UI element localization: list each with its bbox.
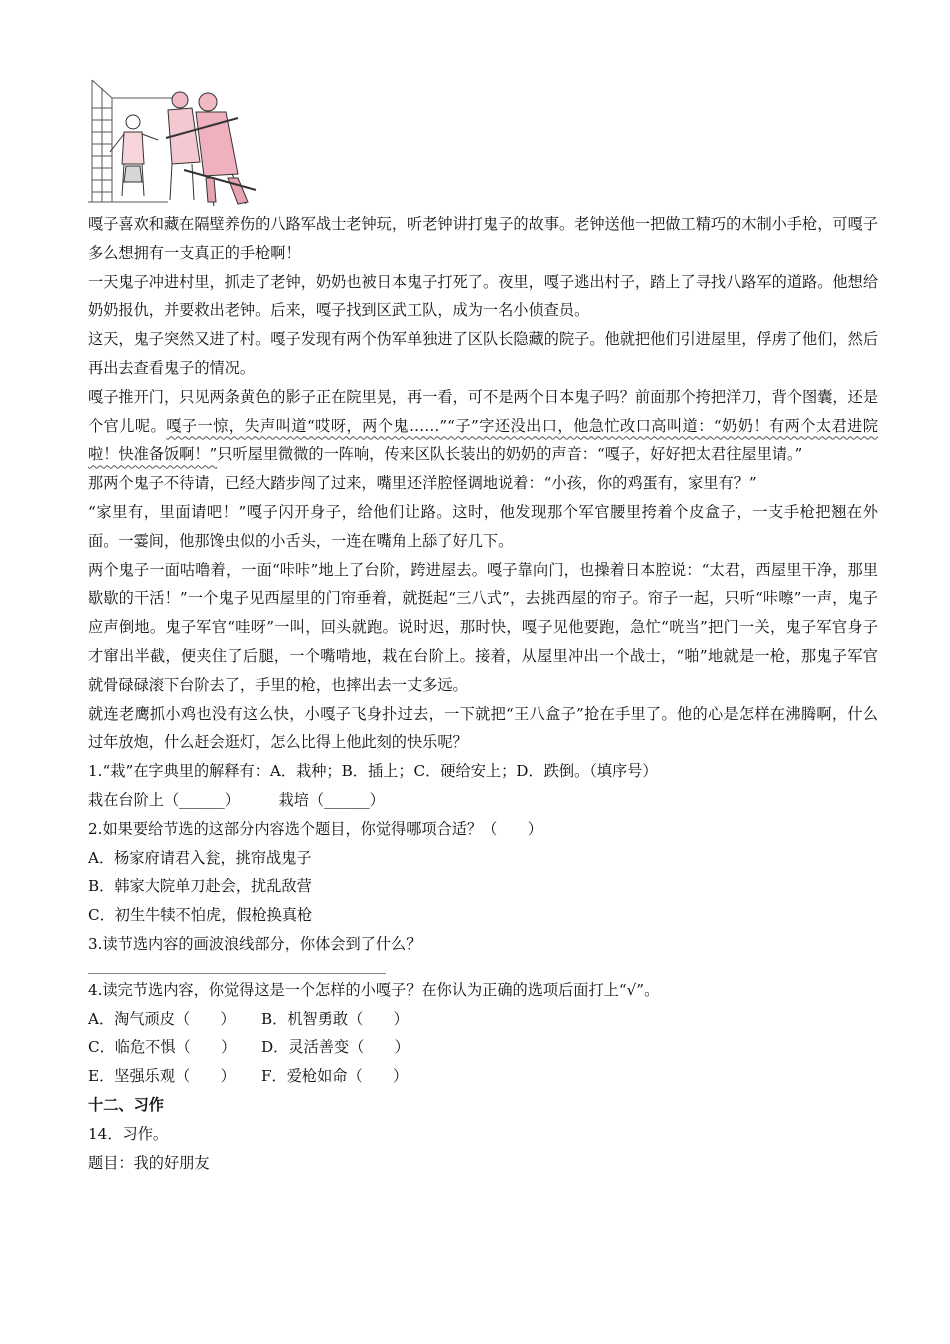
option-b[interactable]: B．机智勇敢（ ） — [261, 1009, 409, 1028]
document-page — [88, 78, 878, 1177]
question-1-blanks — [88, 786, 878, 815]
option-f[interactable]: F．爱枪如命（ ） — [261, 1067, 409, 1086]
para-text: 只听屋里微微的一阵响，传来区队长装出的奶奶的声音：“嘎子，好好把太君往屋里请。” — [217, 445, 803, 464]
passage-paragraph: “家里有，里面请吧！”嘎子闪开身子，给他们让路。这时，他发现那个军官腰里挎着个皮盒子，一支手枪把翘在外面。一霎间，他那馋虫似的小舌头，一连在嘴角上舔了好几下。 — [88, 502, 878, 550]
blank-a[interactable]: 栽在台阶上（______） — [88, 790, 240, 809]
wavy-underlined-text: 嘎子一惊，失声叫道“哎呀，两个鬼……”“子”字还没出口，他急忙改口高叫道：“奶奶！有两个太君进院啦！快准备饭啊！” — [88, 416, 878, 464]
option-a[interactable]: A．杨家府请君入瓮，挑帘战鬼子 — [88, 848, 312, 867]
question-3: 3.读节选内容的画波浪线部分，你体会到了什么？ — [88, 934, 422, 953]
option-d[interactable]: D．灵活善变（ ） — [261, 1038, 410, 1057]
essay-topic: 题目：我的好朋友 — [88, 1153, 210, 1172]
q4-option-row — [88, 1005, 878, 1034]
passage-paragraph: 这天，鬼子突然又进了村。嘎子发现有两个伪军单独进了区队长隐藏的院子。他就把他们引进屋里，俘虏了他们，然后再出去查看鬼子的情况。 — [88, 330, 878, 377]
passage-paragraph: 两个鬼子一面咕噜着，一面“咔咔”地上了台阶，跨进屋去。嘎子靠向门，也操着日本腔说：“太君，西屋里干净，那里歇歇的干活！”一个鬼子见西屋里的门帘垂着，就挺起“三八式”，去挑西屋的帘子。帘子一起，只听“咔嚓”一声，鬼子应声倒地。鬼子军官“哇呀”一叫，回头就跑。说时迟，那时快，嘎子见他要跑，急忙“咣当”把门一关，鬼子军官身子才窜出半截，便夹住了后腿，一个嘴啃地，栽在台阶上。接着，从屋里冲出一个战士，“啪”地就是一枪，那鬼子军官就骨碌碌滚下台阶去了，手里的枪，也摔出去一丈多远。 — [88, 560, 878, 694]
passage-paragraph: 就连老鹰抓小鸡也没有这么快，小嘎子飞身扑过去，一下就把“王八盒子”抢在手里了。他的心是怎样在沸腾啊，什么过年放炮，什么赶会逛灯，怎么比得上他此刻的快乐呢？ — [88, 704, 878, 752]
option-c[interactable]: C．临危不惧（ ） — [88, 1038, 237, 1057]
passage-paragraph: 一天鬼子冲进村里，抓走了老钟，奶奶也被日本鬼子打死了。夜里，嘎子逃出村子，踏上了寻找八路军的道路。他想给奶奶报仇，并要救出老钟。后来，嘎子找到区武工队，成为一名小侦查员。 — [88, 272, 878, 320]
option-a[interactable]: A．淘气顽皮（ ） — [88, 1009, 236, 1028]
option-e[interactable]: E．坚强乐观（ ） — [88, 1067, 236, 1086]
passage-paragraph: 嘎子喜欢和藏在隔壁养伤的八路军战士老钟玩，听老钟讲打鬼子的故事。老钟送他一把做工精巧的木制小手枪，可嘎子多么想拥有一支真正的手枪啊！ — [88, 215, 878, 262]
story-illustration — [88, 78, 270, 210]
passage-paragraph-wavy — [88, 383, 878, 469]
question-1: 1.“栽”在字典里的解释有：A．栽种；B．插上；C．硬给安上；D．跌倒。（填序号） — [88, 762, 658, 781]
q4-option-row — [88, 1062, 878, 1091]
para-text: 嘎子推开门，只见两条黄色的影子正在院里晃，再一看，可不是两个日本鬼子吗？前面那个挎把洋刀，背个图囊，还是个官儿呢。 — [88, 387, 878, 435]
section-item: 14．习作。 — [88, 1124, 169, 1143]
option-b[interactable]: B．韩家大院单刀赴会，扰乱敌营 — [88, 877, 312, 896]
passage-paragraph: 那两个鬼子不待请，已经大踏步闯了过来，嘴里还洋腔怪调地说着：“小孩，你的鸡蛋有，家里有？” — [88, 474, 757, 493]
section-heading: 十二、习作 — [88, 1095, 164, 1114]
question-4: 4.读完节选内容，你觉得这是一个怎样的小嘎子？在你认为正确的选项后面打上“√”。 — [88, 980, 660, 999]
question-2: 2.如果要给节选的这部分内容选个题目，你觉得哪项合适？（ ） — [88, 819, 543, 838]
q4-option-row — [88, 1033, 878, 1062]
blank-b[interactable]: 栽培（______） — [278, 790, 385, 809]
option-c[interactable]: C．初生牛犊不怕虎，假枪换真枪 — [88, 906, 313, 925]
answer-line[interactable] — [88, 973, 386, 974]
